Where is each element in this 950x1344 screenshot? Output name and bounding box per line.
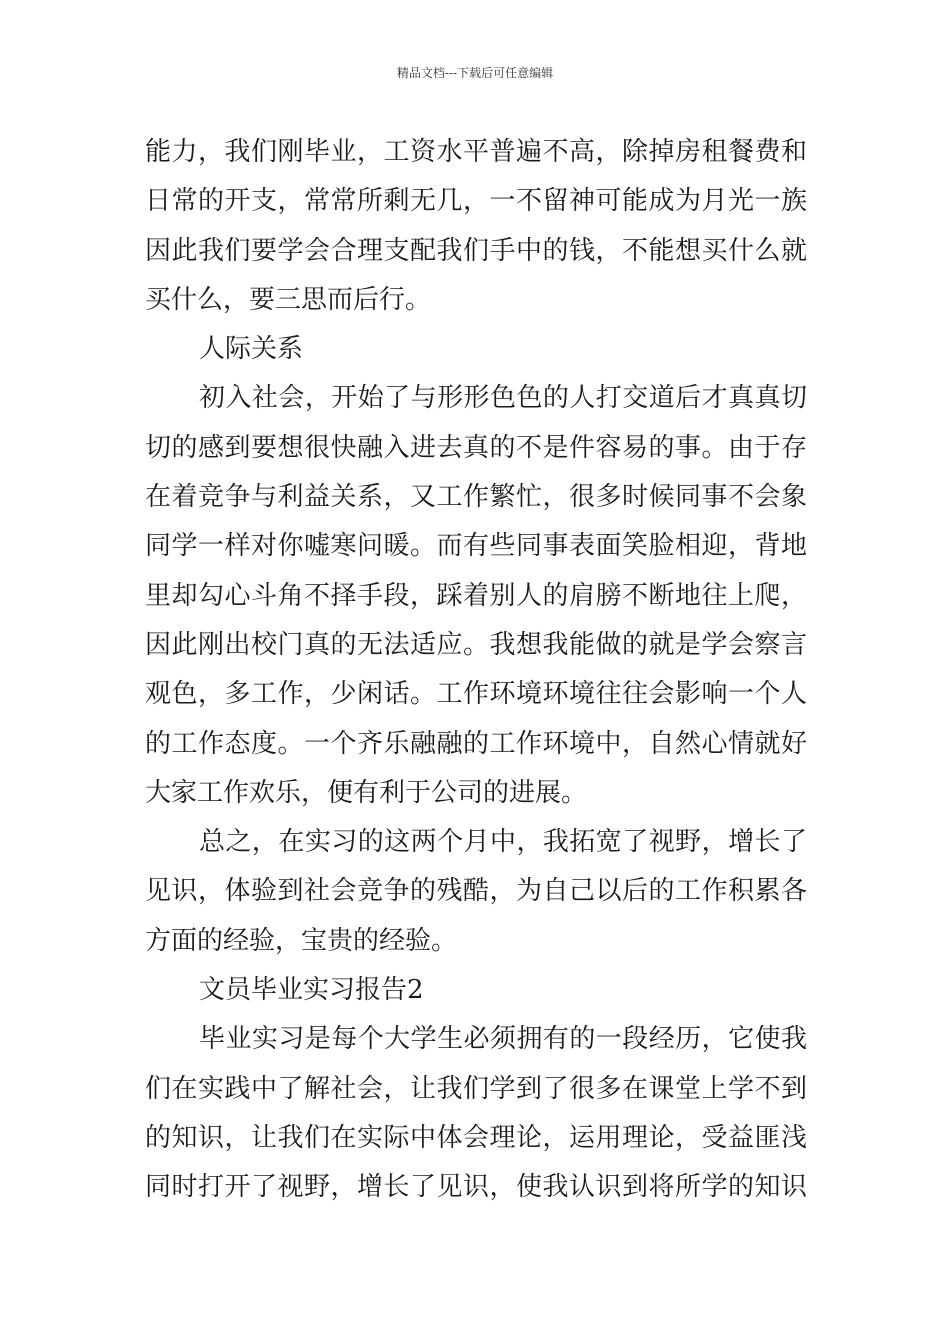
body-line: 日常的开支，常常所剩无几，一不留神可能成为月光一族	[145, 186, 807, 217]
body-line: 能力，我们刚毕业，工资水平普遍不高，除掉房租餐费和	[145, 137, 807, 167]
body-line: 同学一样对你嘘寒问暖。而有些同事表面笑脸相迎，背地	[145, 531, 807, 562]
body-line: 的工作态度。一个齐乐融融的工作环境中，自然心情就好	[145, 728, 807, 759]
body-line: 的知识，让我们在实际中体会理论，运用理论，受益匪浅	[145, 1122, 807, 1153]
body-line: 在着竞争与利益关系，又工作繁忙，很多时候同事不会象	[145, 482, 807, 513]
page-header: 精品文档---下载后可任意编辑	[396, 66, 554, 80]
body-line: 初入社会，开始了与形形色色的人打交道后才真真切	[199, 383, 807, 414]
body-line: 观色，多工作，少闲话。工作环境环境往往会影响一个人	[145, 679, 807, 710]
body-line: 里却勾心斗角不择手段，踩着别人的肩膀不断地往上爬，	[145, 580, 807, 611]
body-line: 见识，体验到社会竞争的残酷，为自己以后的工作积累各	[145, 876, 807, 907]
body-line: 同时打开了视野，增长了见识，使我认识到将所学的知识	[145, 1172, 807, 1203]
document-body	[145, 128, 807, 1213]
body-line: 因此刚出校门真的无法适应。我想我能做的就是学会察言	[145, 629, 807, 660]
body-line: 毕业实习是每个大学生必须拥有的一段经历，它使我	[199, 1024, 807, 1055]
section-heading: 文员毕业实习报告2	[199, 975, 424, 1006]
body-line: 大家工作欢乐，便有利于公司的进展。	[145, 777, 588, 808]
section-heading: 人际关系	[199, 334, 304, 365]
body-line: 方面的经验，宝贵的经验。	[145, 925, 458, 956]
body-line: 们在实践中了解社会，让我们学到了很多在课堂上学不到	[145, 1073, 807, 1104]
body-line: 因此我们要学会合理支配我们手中的钱，不能想买什么就	[145, 235, 807, 266]
body-line: 切的感到要想很快融入进去真的不是件容易的事。由于存	[145, 432, 807, 463]
body-line: 买什么，要三思而后行。	[145, 284, 432, 315]
body-line: 总之，在实习的这两个月中，我拓宽了视野，增长了	[199, 827, 807, 858]
